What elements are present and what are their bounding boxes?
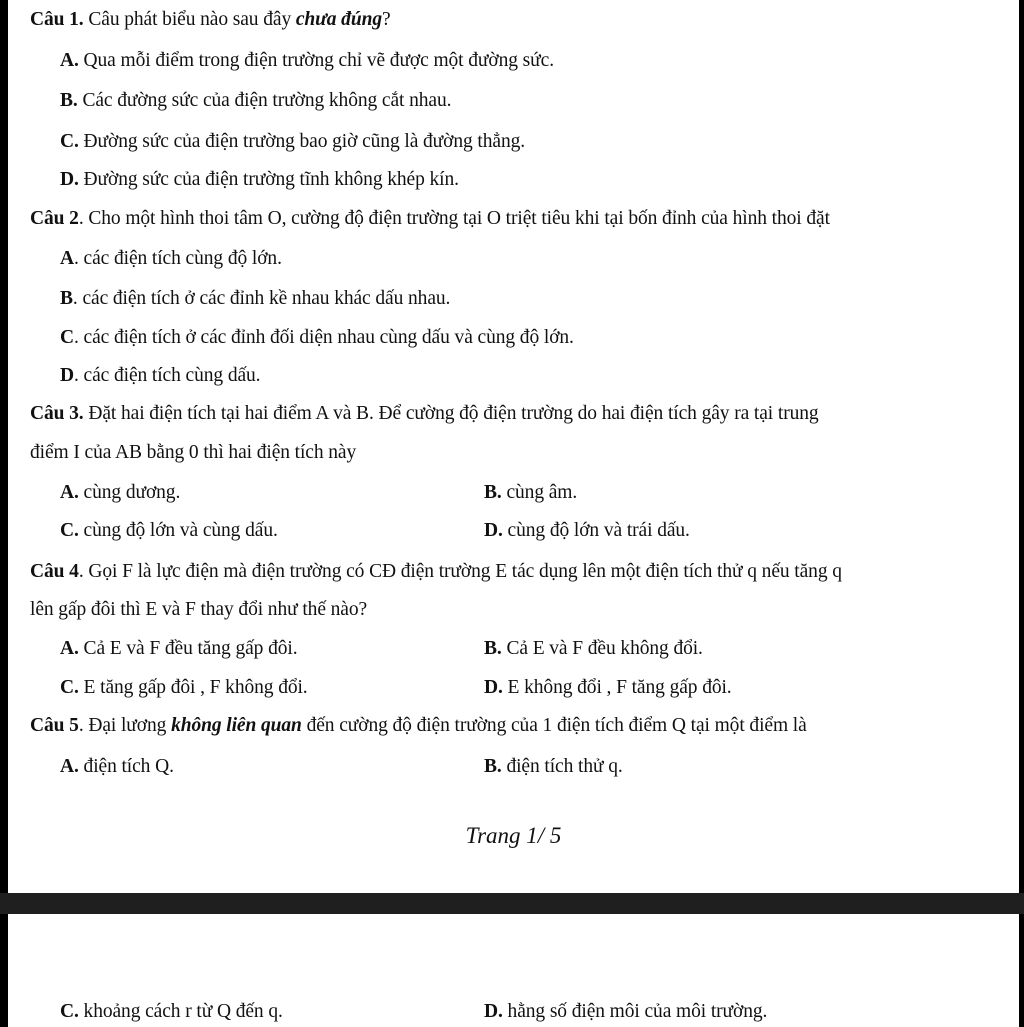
question-2-option-b: B. các điện tích ở các đỉnh kề nhau khác dấu nhau. [60,288,451,309]
page-number-footer: Trang 1/ 5 [465,823,562,848]
question-3-option-d: D. cùng độ lớn và trái dấu. [484,520,690,541]
question-5-option-d: D. hằng số điện môi của môi trường. [484,1001,768,1022]
question-5-label: Câu 5 [30,715,79,736]
question-1-label: Câu 1. [30,9,84,30]
question-4-stem: Câu 4. Gọi F là lực điện mà điện trường có CĐ điện trường E tác dụng lên một điện tích thử q nếu tăng q [30,561,842,582]
question-4-stem-continued: lên gấp đôi thì E và F thay đổi như thế nào? [30,599,368,620]
question-3-option-a: A. cùng dương. [60,482,181,503]
question-1-option-b: B. Các đường sức của điện trường không cắt nhau. [60,90,452,111]
question-4-option-c: C. E tăng gấp đôi , F không đổi. [60,677,308,698]
question-1-stem: Câu 1. Câu phát biểu nào sau đây chưa đúng? [30,9,391,30]
question-5-option-a: A. điện tích Q. [60,756,174,777]
question-3-stem-continued: điểm I của AB bằng 0 thì hai điện tích này [30,442,357,463]
question-5-stem: Câu 5. Đại lương không liên quan đến cường độ điện trường của 1 điện tích điểm Q tại một điểm là [30,715,807,736]
question-5-emphasis: không liên quan [171,715,302,736]
question-3-option-b: B. cùng âm. [484,482,578,503]
question-4-option-b: B. Cả E và F đều không đổi. [484,638,703,659]
question-1-option-c: C. Đường sức của điện trường bao giờ cũng là đường thẳng. [60,131,526,152]
question-3-stem: Câu 3. Đặt hai điện tích tại hai điểm A và B. Để cường độ điện trường do hai điện tích gây ra tại trung [30,403,819,424]
question-2-option-a: A. các điện tích cùng độ lớn. [60,248,282,269]
question-3-option-c: C. cùng độ lớn và cùng dấu. [60,520,278,541]
question-4-option-a: A. Cả E và F đều tăng gấp đôi. [60,638,298,659]
question-4-label: Câu 4 [30,561,79,582]
question-1-option-a: A. Qua mỗi điểm trong điện trường chỉ vẽ được một đường sức. [60,50,554,71]
question-1-emphasis: chưa đúng [295,9,382,30]
question-2-label: Câu 2 [30,208,79,229]
question-2-stem: Câu 2. Cho một hình thoi tâm O, cường độ điện trường tại O triệt tiêu khi tại bốn đỉnh của hình thoi đặt [30,208,830,229]
document-page-next [8,914,1019,1027]
question-1-option-d: D. Đường sức của điện trường tĩnh không khép kín. [60,169,459,190]
page-break-band [0,893,1024,914]
question-4-option-d: D. E không đổi , F tăng gấp đôi. [484,677,732,698]
question-2-option-d: D. các điện tích cùng dấu. [60,365,261,386]
document-page [8,0,1019,893]
question-3-label: Câu 3. [30,403,84,424]
question-2-option-c: C. các điện tích ở các đỉnh đối diện nhau cùng dấu và cùng độ lớn. [60,327,574,348]
question-5-option-b: B. điện tích thử q. [484,756,623,777]
question-5-option-c: C. khoảng cách r từ Q đến q. [60,1001,283,1022]
